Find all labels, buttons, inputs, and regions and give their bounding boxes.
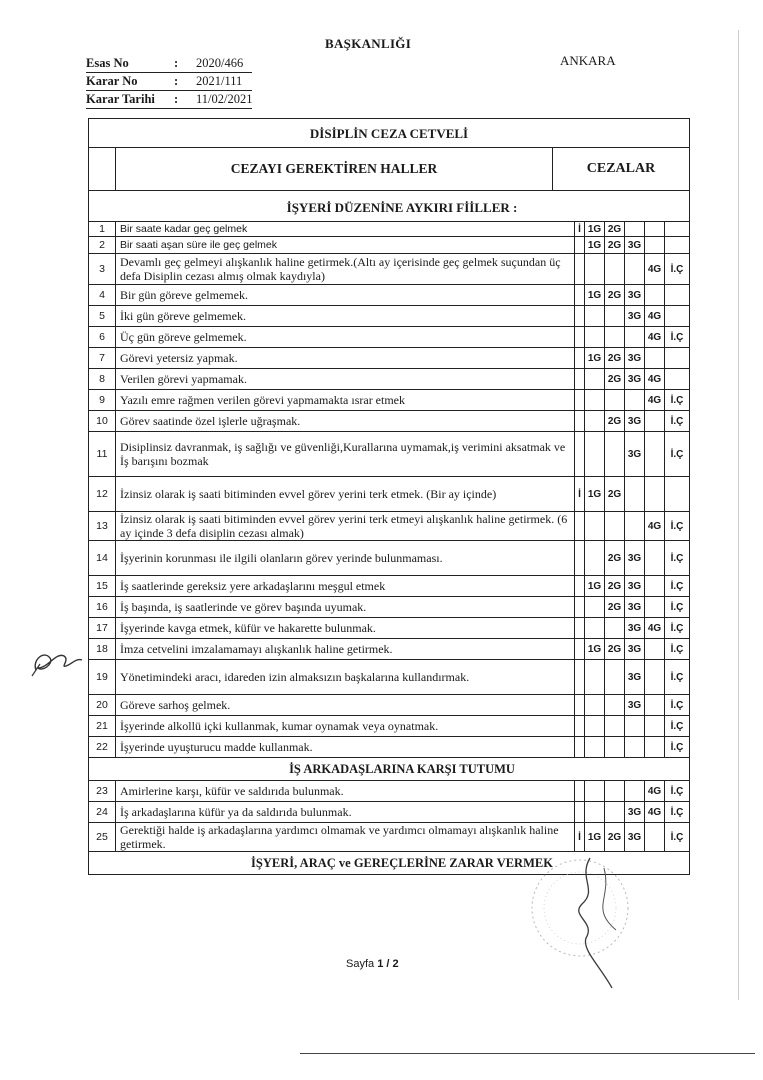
table-row bbox=[89, 660, 689, 695]
table-row bbox=[89, 237, 689, 254]
row-number: 20 bbox=[89, 695, 116, 715]
penalty-1g bbox=[585, 411, 605, 431]
penalty-warning bbox=[575, 390, 585, 410]
penalty-warning bbox=[575, 716, 585, 736]
meta-value: 11/02/2021 bbox=[196, 92, 253, 106]
table-row bbox=[89, 327, 689, 348]
penalty-dismissal: İ.Ç bbox=[670, 601, 684, 613]
penalty-warning bbox=[575, 639, 585, 659]
page-current: 1 bbox=[377, 958, 384, 970]
row-description: Göreve sarhoş gelmek. bbox=[116, 695, 575, 715]
penalty-warning: İ bbox=[575, 477, 585, 511]
table-row bbox=[89, 390, 689, 411]
row-number: 13 bbox=[89, 512, 116, 540]
meta-sep: : bbox=[174, 74, 179, 88]
penalty-dismissal: İ.Ç bbox=[670, 699, 684, 711]
penalty-warning bbox=[575, 618, 585, 638]
penalty-1g: 1G bbox=[585, 823, 605, 851]
penalty-4g: 4G bbox=[645, 327, 665, 347]
table-row bbox=[89, 369, 689, 390]
penalty-2g bbox=[605, 306, 625, 326]
penalty-warning bbox=[575, 597, 585, 617]
table-title: DİSİPLİN CEZA CETVELİ bbox=[89, 119, 689, 148]
penalty-2g bbox=[605, 737, 625, 757]
row-number: 24 bbox=[89, 802, 116, 822]
penalty-4g bbox=[645, 639, 665, 659]
penalty-1g bbox=[585, 802, 605, 822]
penalty-warning: İ bbox=[575, 222, 585, 236]
row-description: İzinsiz olarak iş saati bitiminden evvel görev yerini terk etmek. (Bir ay içinde) bbox=[116, 477, 575, 511]
penalty-4g bbox=[645, 660, 665, 694]
penalty-dismissal: İ.Ç bbox=[670, 263, 684, 275]
row-number: 16 bbox=[89, 597, 116, 617]
penalty-3g: 3G bbox=[625, 576, 645, 596]
meta-row-esas bbox=[86, 55, 252, 73]
row-number: 7 bbox=[89, 348, 116, 368]
penalty-3g: 3G bbox=[625, 597, 645, 617]
penalty-1g bbox=[585, 327, 605, 347]
penalty-4g: 4G bbox=[645, 390, 665, 410]
header-penalty: CEZALAR bbox=[586, 161, 656, 176]
header-num-cell bbox=[89, 148, 116, 190]
row-description: Amirlerine karşı, küfür ve saldırıda bulunmak. bbox=[116, 781, 575, 801]
penalty-warning bbox=[575, 512, 585, 540]
row-description: Bir gün göreve gelmemek. bbox=[116, 285, 575, 305]
meta-sep: : bbox=[174, 92, 179, 106]
penalty-2g: 2G bbox=[605, 541, 625, 575]
penalty-2g bbox=[605, 781, 625, 801]
penalty-1g bbox=[585, 512, 605, 540]
penalty-warning bbox=[575, 432, 585, 476]
penalty-warning bbox=[575, 306, 585, 326]
penalty-2g bbox=[605, 802, 625, 822]
meta-label: Esas No bbox=[86, 56, 129, 70]
penalty-dismissal: İ.Ç bbox=[670, 331, 684, 343]
penalty-4g bbox=[645, 348, 665, 368]
penalty-3g bbox=[625, 512, 645, 540]
section-title: İŞYERİ, ARAÇ ve GEREÇLERİNE ZARAR VERMEK bbox=[251, 856, 553, 870]
row-number: 22 bbox=[89, 737, 116, 757]
penalty-2g: 2G bbox=[605, 576, 625, 596]
row-description: İşyerinde kavga etmek, küfür ve hakarette bulunmak. bbox=[116, 618, 575, 638]
penalty-1g: 1G bbox=[585, 639, 605, 659]
penalty-dismissal: İ.Ç bbox=[670, 622, 684, 634]
table-row bbox=[89, 737, 689, 758]
row-number: 8 bbox=[89, 369, 116, 389]
stamp-signature bbox=[520, 838, 650, 998]
penalty-dismissal: İ.Ç bbox=[670, 720, 684, 732]
meta-value: 2020/466 bbox=[196, 56, 244, 70]
penalty-2g: 2G bbox=[605, 597, 625, 617]
row-description: İş arkadaşlarına küfür ya da saldırıda bulunmak. bbox=[116, 802, 575, 822]
row-description: Görev saatinde özel işlerle uğraşmak. bbox=[116, 411, 575, 431]
row-number: 25 bbox=[89, 823, 116, 851]
penalty-warning bbox=[575, 660, 585, 694]
penalty-3g bbox=[625, 716, 645, 736]
penalty-2g: 2G bbox=[605, 222, 625, 236]
table-row bbox=[89, 254, 689, 285]
penalty-4g: 4G bbox=[645, 618, 665, 638]
row-description: Gerektiği halde iş arkadaşlarına yardımcı olmamak ve yardımcı olmamayı alışkanlık haline getirmek. bbox=[116, 823, 575, 851]
margin-initials bbox=[30, 638, 90, 688]
penalty-3g bbox=[625, 222, 645, 236]
penalty-1g: 1G bbox=[585, 285, 605, 305]
penalty-3g bbox=[625, 477, 645, 511]
penalty-4g bbox=[645, 477, 665, 511]
penalty-3g: 3G bbox=[625, 348, 645, 368]
penalty-3g: 3G bbox=[625, 237, 645, 253]
penalty-1g bbox=[585, 306, 605, 326]
penalty-4g bbox=[645, 222, 665, 236]
penalty-dismissal bbox=[665, 222, 689, 236]
penalty-dismissal: İ.Ç bbox=[670, 394, 684, 406]
penalty-2g: 2G bbox=[605, 411, 625, 431]
penalty-2g bbox=[605, 695, 625, 715]
row-number: 6 bbox=[89, 327, 116, 347]
office-title: BAŞKANLIĞI bbox=[325, 36, 412, 51]
penalty-1g bbox=[585, 737, 605, 757]
penalty-2g: 2G bbox=[605, 477, 625, 511]
penalty-4g bbox=[645, 432, 665, 476]
penalty-4g bbox=[645, 716, 665, 736]
page-total: 2 bbox=[392, 958, 399, 970]
penalty-3g: 3G bbox=[625, 432, 645, 476]
row-description: İki gün göreve gelmemek. bbox=[116, 306, 575, 326]
page-sep: / bbox=[386, 958, 390, 970]
row-number: 5 bbox=[89, 306, 116, 326]
table-row bbox=[89, 781, 689, 802]
page-label: Sayfa bbox=[346, 958, 375, 970]
penalty-4g bbox=[645, 411, 665, 431]
penalty-1g bbox=[585, 618, 605, 638]
penalty-4g bbox=[645, 695, 665, 715]
row-number: 12 bbox=[89, 477, 116, 511]
penalty-2g bbox=[605, 390, 625, 410]
row-number: 17 bbox=[89, 618, 116, 638]
row-description: Üç gün göreve gelmemek. bbox=[116, 327, 575, 347]
penalty-3g: 3G bbox=[625, 639, 645, 659]
table-row bbox=[89, 222, 689, 237]
penalty-dismissal: İ.Ç bbox=[670, 552, 684, 564]
penalty-table bbox=[88, 118, 690, 875]
penalty-1g bbox=[585, 716, 605, 736]
penalty-2g: 2G bbox=[605, 823, 625, 851]
penalty-2g: 2G bbox=[605, 348, 625, 368]
meta-row-karar bbox=[86, 73, 252, 91]
penalty-4g bbox=[645, 576, 665, 596]
row-description: Görevi yetersiz yapmak. bbox=[116, 348, 575, 368]
penalty-3g: 3G bbox=[625, 306, 645, 326]
penalty-dismissal: İ.Ç bbox=[670, 741, 684, 753]
penalty-3g: 3G bbox=[625, 369, 645, 389]
table-row bbox=[89, 618, 689, 639]
penalty-2g bbox=[605, 660, 625, 694]
penalty-3g: 3G bbox=[625, 411, 645, 431]
penalty-warning bbox=[575, 348, 585, 368]
penalty-2g: 2G bbox=[605, 237, 625, 253]
section-title: İŞYERİ DÜZENİNE AYKIRI FİİLLER : bbox=[89, 191, 689, 222]
meta-value: 2021/111 bbox=[196, 74, 243, 88]
row-description: Devamlı geç gelmeyi alışkanlık haline getirmek.(Altı ay içerisinde geç gelmek suçundan üç defa Disiplin cezası almış olmak kaydıyla) bbox=[116, 254, 575, 284]
penalty-dismissal bbox=[665, 237, 689, 253]
penalty-3g: 3G bbox=[625, 823, 645, 851]
row-number: 23 bbox=[89, 781, 116, 801]
row-number: 19 bbox=[89, 660, 116, 694]
penalty-warning bbox=[575, 576, 585, 596]
row-description: İmza cetvelini imzalamamayı alışkanlık haline getirmek. bbox=[116, 639, 575, 659]
penalty-warning bbox=[575, 541, 585, 575]
penalty-2g bbox=[605, 432, 625, 476]
penalty-1g: 1G bbox=[585, 576, 605, 596]
penalty-warning bbox=[575, 327, 585, 347]
table-row bbox=[89, 597, 689, 618]
table-row bbox=[89, 411, 689, 432]
row-description: İşyerinde alkollü içki kullanmak, kumar oynamak veya oynatmak. bbox=[116, 716, 575, 736]
penalty-1g bbox=[585, 597, 605, 617]
penalty-1g bbox=[585, 369, 605, 389]
table-row bbox=[89, 285, 689, 306]
penalty-4g bbox=[645, 597, 665, 617]
penalty-dismissal bbox=[665, 348, 689, 368]
row-description: İzinsiz olarak iş saati bitiminden evvel görev yerini terk etmeyi alışkanlık haline getirmek. (6 ay içinde 3 defa disiplin cezası almak) bbox=[116, 512, 575, 540]
row-description: İşyerinde uyuşturucu madde kullanmak. bbox=[116, 737, 575, 757]
penalty-dismissal: İ.Ç bbox=[670, 520, 684, 532]
row-description: İş saatlerinde gereksiz yere arkadaşlarını meşgul etmek bbox=[116, 576, 575, 596]
row-number: 15 bbox=[89, 576, 116, 596]
penalty-4g: 4G bbox=[645, 512, 665, 540]
penalty-2g bbox=[605, 618, 625, 638]
penalty-3g: 3G bbox=[625, 660, 645, 694]
row-number: 9 bbox=[89, 390, 116, 410]
penalty-4g: 4G bbox=[645, 781, 665, 801]
table-row bbox=[89, 802, 689, 823]
penalty-3g bbox=[625, 781, 645, 801]
table-row bbox=[89, 639, 689, 660]
margin-line bbox=[738, 30, 739, 1000]
meta-label: Karar No bbox=[86, 74, 138, 88]
penalty-2g bbox=[605, 327, 625, 347]
table-row bbox=[89, 576, 689, 597]
penalty-3g: 3G bbox=[625, 695, 645, 715]
meta-row-tarih bbox=[86, 91, 252, 109]
row-description: Bir saati aşan süre ile geç gelmek bbox=[116, 237, 575, 253]
penalty-warning bbox=[575, 369, 585, 389]
table-row bbox=[89, 695, 689, 716]
penalty-3g: 3G bbox=[625, 802, 645, 822]
penalty-dismissal: İ.Ç bbox=[670, 643, 684, 655]
penalty-4g: 4G bbox=[645, 306, 665, 326]
row-description: Yazılı emre rağmen verilen görevi yapmamakta ısrar etmek bbox=[116, 390, 575, 410]
row-description: Disiplinsiz davranmak, iş sağlığı ve güvenliği,Kurallarına uymamak,iş verimini aksatmak ve İş barışını bozmak bbox=[116, 432, 575, 476]
table-row bbox=[89, 348, 689, 369]
penalty-4g bbox=[645, 285, 665, 305]
row-number: 4 bbox=[89, 285, 116, 305]
penalty-warning bbox=[575, 737, 585, 757]
penalty-3g: 3G bbox=[625, 285, 645, 305]
city-name: ANKARA bbox=[560, 53, 616, 68]
penalty-1g bbox=[585, 660, 605, 694]
penalty-dismissal: İ.Ç bbox=[670, 785, 684, 797]
penalty-2g bbox=[605, 512, 625, 540]
row-description: Bir saate kadar geç gelmek bbox=[116, 222, 575, 236]
table-row bbox=[89, 541, 689, 576]
row-description: İş başında, iş saatlerinde ve görev başında uyumak. bbox=[116, 597, 575, 617]
table-row bbox=[89, 306, 689, 327]
penalty-3g: 3G bbox=[625, 618, 645, 638]
page-footer bbox=[346, 958, 399, 970]
penalty-dismissal: İ.Ç bbox=[670, 448, 684, 460]
row-description: Verilen görevi yapmamak. bbox=[116, 369, 575, 389]
penalty-2g bbox=[605, 716, 625, 736]
table-header-row bbox=[89, 148, 689, 191]
penalty-3g bbox=[625, 737, 645, 757]
penalty-dismissal bbox=[665, 369, 689, 389]
penalty-1g bbox=[585, 390, 605, 410]
row-group-1 bbox=[89, 222, 689, 758]
table-row bbox=[89, 432, 689, 477]
penalty-warning: İ bbox=[575, 823, 585, 851]
meta-label: Karar Tarihi bbox=[86, 92, 155, 106]
penalty-warning bbox=[575, 695, 585, 715]
penalty-4g: 4G bbox=[645, 802, 665, 822]
row-description: İşyerinin korunması ile ilgili olanların görev yerinde bulunmaması. bbox=[116, 541, 575, 575]
table-row bbox=[89, 716, 689, 737]
penalty-warning bbox=[575, 285, 585, 305]
penalty-1g bbox=[585, 695, 605, 715]
penalty-2g: 2G bbox=[605, 639, 625, 659]
penalty-dismissal bbox=[665, 306, 689, 326]
row-number: 21 bbox=[89, 716, 116, 736]
penalty-warning bbox=[575, 237, 585, 253]
penalty-warning bbox=[575, 802, 585, 822]
penalty-4g bbox=[645, 541, 665, 575]
penalty-1g bbox=[585, 254, 605, 284]
row-number: 11 bbox=[89, 432, 116, 476]
penalty-1g: 1G bbox=[585, 237, 605, 253]
table-row bbox=[89, 512, 689, 541]
penalty-dismissal: İ.Ç bbox=[670, 831, 684, 843]
penalty-dismissal: İ.Ç bbox=[670, 415, 684, 427]
penalty-dismissal bbox=[665, 285, 689, 305]
penalty-1g: 1G bbox=[585, 348, 605, 368]
penalty-1g bbox=[585, 541, 605, 575]
row-number: 3 bbox=[89, 254, 116, 284]
row-number: 10 bbox=[89, 411, 116, 431]
penalty-4g: 4G bbox=[645, 369, 665, 389]
penalty-2g bbox=[605, 254, 625, 284]
case-meta bbox=[86, 55, 252, 109]
penalty-dismissal: İ.Ç bbox=[670, 580, 684, 592]
row-number: 2 bbox=[89, 237, 116, 253]
meta-sep: : bbox=[174, 56, 179, 70]
penalty-1g bbox=[585, 432, 605, 476]
penalty-3g: 3G bbox=[625, 541, 645, 575]
penalty-warning bbox=[575, 781, 585, 801]
penalty-4g bbox=[645, 737, 665, 757]
bottom-rule bbox=[300, 1053, 755, 1054]
header-case: CEZAYI GEREKTİREN HALLER bbox=[116, 148, 553, 190]
penalty-3g bbox=[625, 254, 645, 284]
penalty-4g: 4G bbox=[645, 254, 665, 284]
section-title: İŞ ARKADAŞLARINA KARŞI TUTUMU bbox=[89, 758, 689, 781]
penalty-2g: 2G bbox=[605, 285, 625, 305]
penalty-warning bbox=[575, 411, 585, 431]
row-number: 18 bbox=[89, 639, 116, 659]
row-number: 1 bbox=[89, 222, 116, 236]
penalty-1g: 1G bbox=[585, 477, 605, 511]
penalty-1g bbox=[585, 781, 605, 801]
penalty-2g: 2G bbox=[605, 369, 625, 389]
penalty-dismissal bbox=[665, 477, 689, 511]
penalty-dismissal: İ.Ç bbox=[670, 671, 684, 683]
row-description: Yönetimindeki aracı, idareden izin almaksızın başkalarına kullandırmak. bbox=[116, 660, 575, 694]
penalty-4g bbox=[645, 237, 665, 253]
penalty-dismissal: İ.Ç bbox=[670, 806, 684, 818]
penalty-3g bbox=[625, 390, 645, 410]
penalty-3g bbox=[625, 327, 645, 347]
penalty-1g: 1G bbox=[585, 222, 605, 236]
row-number: 14 bbox=[89, 541, 116, 575]
table-row bbox=[89, 477, 689, 512]
penalty-warning bbox=[575, 254, 585, 284]
